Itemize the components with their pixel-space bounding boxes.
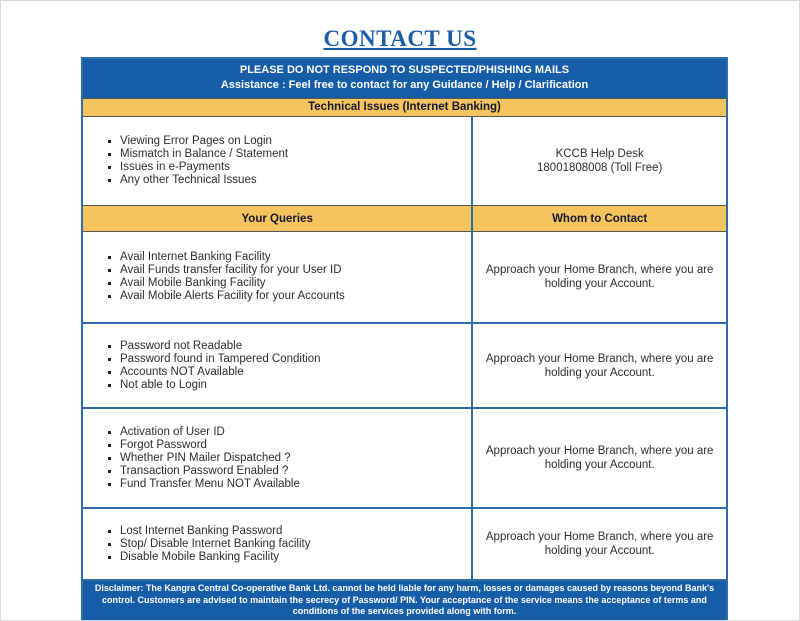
queries-list	[108, 340, 321, 392]
contact-cell	[471, 409, 726, 507]
contact-instruction: Approach your Home Branch, where you are holding your Account.	[485, 445, 714, 471]
list-item	[108, 290, 345, 303]
table-row-activation-issues	[83, 407, 726, 507]
bullet-icon	[108, 483, 111, 486]
list-item	[108, 174, 288, 187]
helpdesk-phone: 18001808008 (Toll Free)	[537, 162, 663, 174]
contact-cell	[471, 509, 726, 579]
column-header-whom-to-contact: Whom to Contact	[471, 205, 726, 232]
contact-instruction: Approach your Home Branch, where you are holding your Account.	[485, 352, 714, 379]
bullet-icon	[108, 345, 111, 348]
column-headers-row	[83, 205, 726, 232]
list-item-label: Accounts NOT Available	[120, 365, 244, 378]
list-item	[108, 426, 300, 439]
bullet-icon	[108, 530, 111, 533]
queries-list	[108, 426, 300, 491]
queries-list	[108, 525, 311, 564]
list-item	[108, 465, 300, 478]
list-item-label: Activation of User ID	[120, 425, 225, 438]
bullet-icon	[108, 457, 111, 460]
list-item-label: Disable Mobile Banking Facility	[120, 550, 280, 563]
bullet-icon	[108, 371, 111, 374]
list-item	[108, 264, 345, 277]
list-item	[108, 551, 311, 564]
queries-list	[108, 251, 345, 303]
list-item-label: Not able to Login	[120, 378, 207, 391]
list-item	[108, 379, 321, 392]
list-item-label: Viewing Error Pages on Login	[120, 135, 272, 147]
bullet-icon	[108, 556, 111, 559]
list-item	[108, 277, 345, 290]
disclaimer-banner: Disclaimer: The Kangra Central Co-operative Bank Ltd. cannot be held liable for any harm, losses or damages caused by reasons beyond Bank's control. Customers are advised to maintain the secrecy of Password/ PIN. Your acceptance of the service means the acceptance of terms and conditions of the services provided along with form.	[83, 579, 726, 621]
bullet-icon	[108, 153, 111, 156]
bullet-icon	[108, 358, 111, 361]
bullet-icon	[108, 470, 111, 473]
contact-cell	[471, 232, 726, 322]
list-item	[108, 525, 311, 538]
list-item-label: Mismatch in Balance / Statement	[120, 148, 289, 160]
list-item	[108, 148, 288, 161]
bullet-icon	[108, 384, 111, 387]
bullet-icon	[108, 295, 111, 298]
list-item	[108, 340, 321, 353]
list-item-label: Avail Mobile Banking Facility	[120, 277, 266, 289]
bullet-icon	[108, 431, 111, 434]
page-title: CONTACT US	[323, 26, 477, 51]
table-row-avail-facilities	[83, 232, 726, 322]
contact-cell	[471, 324, 726, 407]
list-item	[108, 538, 311, 551]
list-item	[108, 251, 345, 264]
list-item-label: Transaction Password Enabled ?	[120, 464, 289, 477]
list-item-label: Fund Transfer Menu NOT Available	[120, 477, 300, 490]
bullet-icon	[108, 166, 111, 169]
table-row-technical	[83, 117, 726, 205]
table-row-disable-services	[83, 507, 726, 579]
list-item-label: Avail Funds transfer facility for your User ID	[120, 264, 342, 276]
contact-table	[81, 57, 728, 621]
list-item	[108, 439, 300, 452]
section-header-technical-issues: Technical Issues (Internet Banking)	[83, 98, 726, 117]
table-row-password-issues	[83, 322, 726, 407]
list-item-label: Stop/ Disable Internet Banking facility	[120, 537, 311, 550]
list-item	[108, 353, 321, 366]
contact-cell-helpdesk	[471, 117, 726, 205]
column-header-your-queries: Your Queries	[83, 205, 471, 232]
list-item-label: Lost Internet Banking Password	[120, 524, 283, 537]
technical-issues-list	[108, 135, 288, 187]
list-item	[108, 478, 300, 491]
phishing-notice-line2: Assistance : Feel free to contact for any Guidance / Help / Clarification	[220, 79, 589, 91]
bullet-icon	[108, 269, 111, 272]
queries-cell	[83, 509, 471, 579]
list-item-label: Any other Technical Issues	[120, 174, 257, 186]
list-item-label: Avail Internet Banking Facility	[120, 251, 271, 263]
queries-cell	[83, 232, 471, 322]
bullet-icon	[108, 256, 111, 259]
bullet-icon	[108, 543, 111, 546]
contact-instruction: Approach your Home Branch, where you are holding your Account.	[485, 531, 714, 557]
bullet-icon	[108, 282, 111, 285]
contact-instruction: Approach your Home Branch, where you are holding your Account.	[485, 264, 714, 290]
list-item-label: Issues in e-Payments	[120, 161, 230, 173]
phishing-notice-banner	[83, 59, 726, 98]
list-item	[108, 135, 288, 148]
bullet-icon	[108, 140, 111, 143]
list-item-label: Whether PIN Mailer Dispatched ?	[120, 451, 291, 464]
list-item	[108, 366, 321, 379]
queries-cell	[83, 117, 471, 205]
queries-cell	[83, 409, 471, 507]
list-item-label: Avail Mobile Alerts Facility for your Accounts	[120, 290, 345, 302]
list-item	[108, 161, 288, 174]
helpdesk-name: KCCB Help Desk	[555, 148, 644, 160]
phishing-notice-line1: PLEASE DO NOT RESPOND TO SUSPECTED/PHISHING MAILS	[239, 64, 570, 76]
list-item-label: Password not Readable	[120, 339, 243, 352]
list-item-label: Password found in Tampered Condition	[120, 352, 321, 365]
queries-cell	[83, 324, 471, 407]
list-item-label: Forgot Password	[120, 438, 207, 451]
bullet-icon	[108, 444, 111, 447]
list-item	[108, 452, 300, 465]
bullet-icon	[108, 179, 111, 182]
